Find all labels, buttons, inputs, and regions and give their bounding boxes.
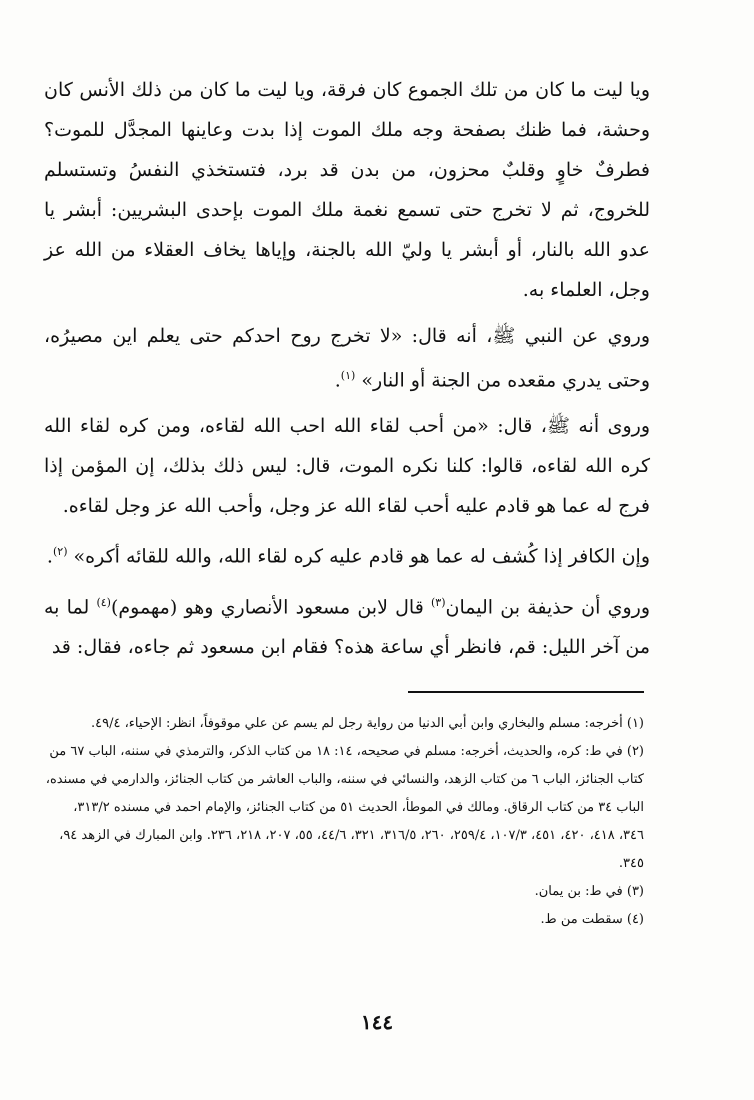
paragraph-5-part-b: قال لابن مسعود الأنصاري وهو (مهموم): [110, 595, 424, 618]
paragraph-4-text: وإن الكافر إذا كُشف له عما هو قادم عليه كره لقاء الله، والله للقائه أكره»: [73, 545, 650, 568]
paragraph-3: وروى أنه ﷺ، قال: «من أحب لقاء الله احب الله لقاءه، ومن كره لقاء الله كره الله لقاءه، قالوا: كلنا نكره الموت، قال: ليس ذلك بذلك، إن المؤمن إذا فرج له عما هو قادم عليه أحب لقاء الله عز وجل، وأحب الله عز وجل لقاءه.: [44, 415, 650, 518]
paragraph-5: [44, 583, 650, 667]
paragraph-2: وروي عن النبي ﷺ، أنه قال: «لا تخرج روح احدكم حتى يعلم اين مصيرُه، وحتى يدري مقعده من الجنة أو النار» $^{(١)}$.: [44, 325, 650, 392]
footnote-3: (٣) في ط: بن يمان.: [534, 884, 644, 899]
paragraph-5-part-c: لما به من آخر الليل: قم، فانظر أي ساعة هذه؟ فقام ابن مسعود ثم جاءه، فقال: قد: [44, 595, 650, 658]
main-text: [44, 70, 650, 673]
footnotes: [44, 710, 644, 934]
footnote-divider: [408, 691, 644, 693]
footnote-2: (٢) في ط: كره، والحديث، أخرجه: مسلم في صحيحه، ١٤: ١٨ من كتاب الذكر، والترمذي في سننه، الباب ٦٧ من كتاب الجنائز، الباب ٦ من كتاب الزهد، والنسائي في سننه، والباب العاشر من كتاب الجنائز، والدارمي في مسنده، الباب ٣٤ من كتاب الرقاق. ومالك في الموطأ، الحديث ٥١ من كتاب الجنائز، والإمام احمد في مسنده ٣١٣/٢، ٣٤٦، ٤١٨، ٤٢٠، ٤٥١، ١٠٧/٣، ٢٥٩/٤، ٢٦٠، ٣١٦/٥، ٣٢١، ٤٤/٦، ٥٥، ٢٠٧، ٢١٨، ٢٣٦. وابن المبارك في الزهد ٩٤، ٣٤٥.: [45, 744, 644, 871]
paragraph-5-part-a: وروي أن حذيفة بن اليمان: [445, 595, 650, 618]
paragraph-4: وإن الكافر إذا كُشف له عما هو قادم عليه كره لقاء الله، والله للقائه أكره» $^{(٢)}$.: [46, 545, 650, 568]
footnote-1: (١) أخرجه: مسلم والبخاري وابن أبي الدنيا من رواية رجل لم يسم عن علي موقوفاً، انظر: الإحياء، ٤٩/٤.: [90, 716, 644, 731]
footnote-ref-1: (١): [340, 369, 356, 382]
footnote-ref-4: (٤): [96, 595, 111, 609]
page-number: ١٤٤: [360, 1010, 394, 1034]
paragraph-1: ويا ليت ما كان من تلك الجموع كان فرقة، ويا ليت ما كان من ذلك الأنس كان وحشة، فما ظنك بصفحة وجه ملك الموت إذا بدت وعاينها المجدَّل للموت؟ فطرفٌ خاوٍ وقلبٌ محزون، من بدن قد برد، فتستخذي النفسُ وتستسلم للخروج، ثم لا تخرج حتى تسمع نغمة ملك الموت بإحدى البشريين: أبشر يا عدو الله بالنار، أو أبشر يا وليّ الله بالجنة، وإياها يخاف العقلاء من الله عز وجل، العلماء به.: [44, 79, 650, 301]
footnote-ref-2: (٢): [52, 545, 68, 559]
footnote-ref-3: (٣): [431, 595, 446, 609]
footnote-4: (٤) سقطت من ط.: [540, 912, 644, 927]
paragraph-2-text: وروي عن النبي ﷺ، أنه قال: «لا تخرج روح احدكم حتى يعلم اين مصيرُه، وحتى يدري مقعده من الجنة أو النار»: [44, 325, 650, 392]
